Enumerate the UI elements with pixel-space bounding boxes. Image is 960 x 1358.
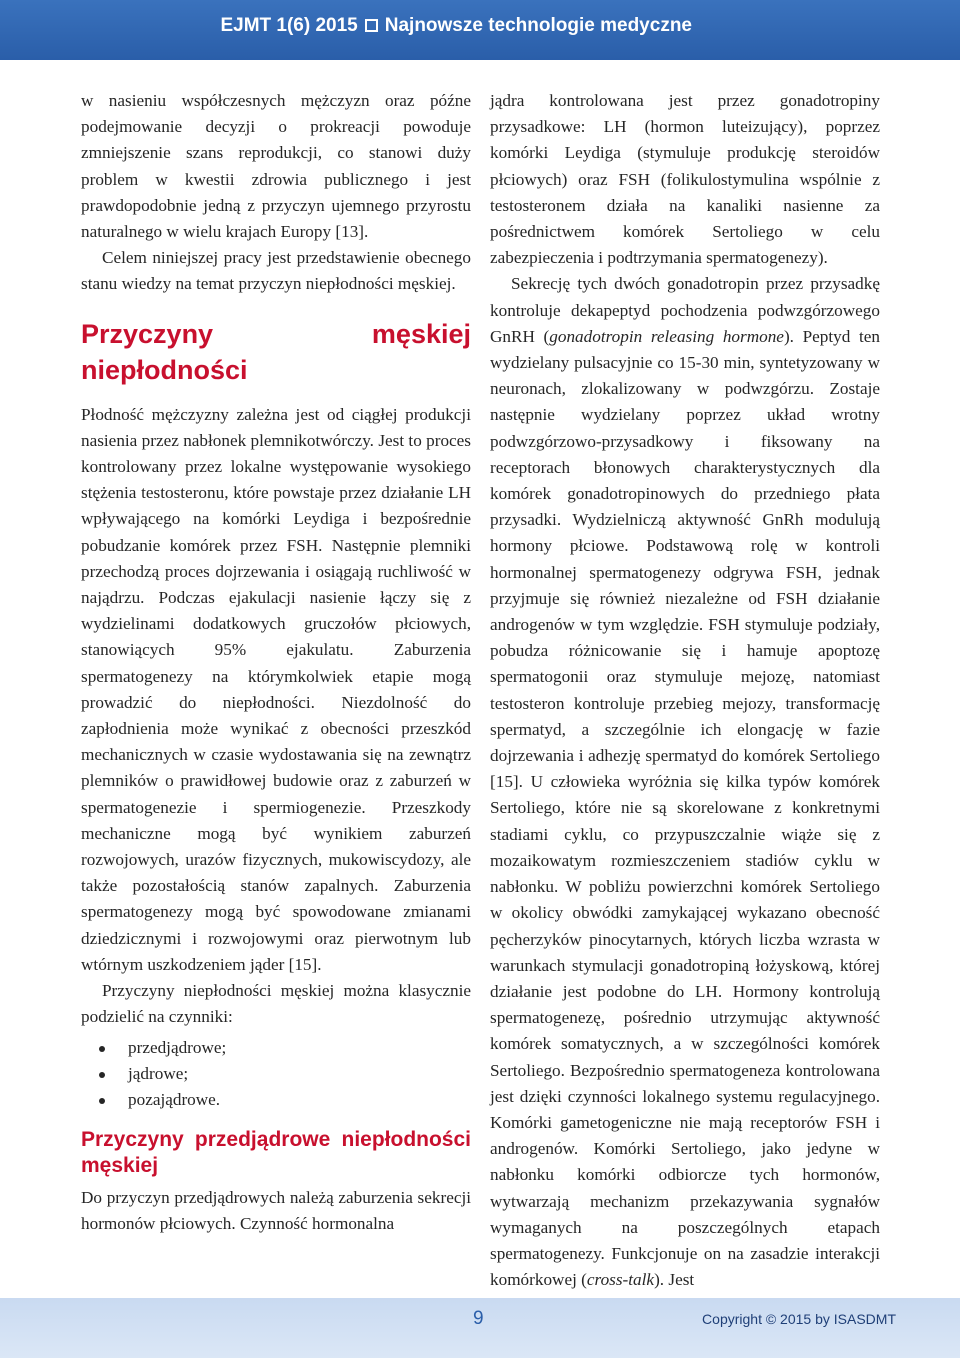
italic-term: gonadotropin releasing hormone [549,326,784,346]
paragraph: Przyczyny niepłodności męskiej można klasycznie podzielić na czynniki: [81,981,471,1027]
text-run: Sekrecję tych dwóch gonadotropin przez przysadkę kontroluje dekapeptyd pochodzenia podwzgórzowego GnRH ( [490,274,880,346]
left-column [81,88,471,1238]
paragraph: w nasieniu współczesnych mężczyzn oraz późne podejmowanie decyzji o prokreacji powoduje zmniejszenie szans reprodukcji, co stanowi duży problem w kwestii zdrowia publicznego i jest prawdopodobnie jedną z przyczyn ujemnego przyrostu naturalnego w wielu krajach Europy [13]. [81,91,471,242]
journal-section: Najnowsze technologie medyczne [384,15,692,36]
paragraph: Celem niniejszej pracy jest przedstawienie obecnego stanu wiedzy na temat przyczyn niepłodności męskiej. [81,248,471,294]
list-item [81,1061,471,1087]
section-heading: Przyczyny przedjądrowe niepłodności męskiej [81,1128,471,1178]
section-heading: Przyczyny męskiej niepłodności [81,318,471,385]
journal-title: EJMT 1(6) 2015 [220,15,358,36]
list-item [81,1035,471,1061]
page-footer [0,1298,960,1358]
journal-header-text [220,15,692,37]
text-run: ). Jest [654,1270,695,1290]
list-item-text: pozajądrowe. [128,1089,221,1109]
text-run: ). Peptyd ten wydzielany pulsacyjnie co 15-30 min, syntetyzowany w neuronach, zlokalizowany w podwzgórzu. Zostaje następnie wydzielany poprzez układ wrotny podwzgórzowo-przysadkowy i fiksowany na receptorach błonowych charakterystycznych dla komórek gonadotropinowych do przedniego płata przysadki. Wydzielniczą aktywność GnRh modulują hormony płciowe. Podstawową rolę w kontroli hormonalnej spermatogenezy odgrywa FSH, jednak przyjmuje się również niezależne od FSH działanie androgenów w tym względzie. FSH stymuluje podziały, pobudza różnicowanie się i hamuje apoptozę spermatogonii oraz stymuluje mejozę, natomiast testosteron kontroluje przebieg mejozy, transformację spermatyd, a szczególnie ich elongację w fazie dojrzewania i adhezję spermatyd do komórek Sertoliego [15]. U człowieka wyróżnia się kilka typów komórek Sertoliego, które nie są skorelowane z konkretnymi stadiami cyklu, co przypuszczalnie wiąże się z mozaikowatym rozmieszczeniem stadiów cyklu w nabłonku. W pobliżu powierzchni komórek Sertoliego w okolicy obwódki zamykającej wykazano obecność pęcherzyków pinocytarnych, których liczba wzrasta w warunkach stymulacji gonadotropiną łożyskową, której działanie jest podobne do LH. Hormony kontrolują spermatogenezę, pośrednio utrzymując aktywność komórek somatycznych, a w szczególności komórek Sertoliego. Bezpośrednio spermatogeneza kontrolowana jest dzięki czynności lokalnego systemu regulacyjnego. Komórki gametogeniczne nie mają receptorów FSH i androgenów. Komórki Sertoliego, jako jedyne w nabłonku komórki odbiorcze tych hormonów, wytwarzają mechanizm przekazywania sygnałów wymaganych na poszczególnych etapach spermatogenezy. Funkcjonuje on na zasadzie interakcji komórkowej ( [490,326,880,1290]
paragraph: Do przyczyn przedjądrowych należą zaburzenia sekrecji hormonów płciowych. Czynność hormonalna [81,1188,471,1234]
journal-header-bar [0,0,960,60]
copyright-notice: Copyright © 2015 by ISASDMT [702,1311,896,1327]
list-item [81,1087,471,1113]
bullet-icon [99,1098,105,1104]
bullet-list [81,1035,471,1114]
list-item-text: przedjądrowe; [128,1037,227,1057]
page-number: 9 [473,1308,484,1329]
bullet-icon [99,1072,105,1078]
bullet-icon [99,1046,105,1052]
list-item-text: jądrowe; [128,1063,189,1083]
paragraph [490,271,880,1293]
right-column [490,88,880,1293]
italic-term: cross-talk [586,1270,655,1290]
square-bullet-icon [365,19,378,32]
paragraph: Płodność mężczyzny zależna jest od ciągłej produkcji nasienia przez nabłonek plemnikotwórczy. Jest to proces kontrolowany przez lokalne występowanie wysokiego stężenia testosteronu, które powstaje przez działanie LH wpływającego na komórki Leydiga i bezpośrednie pobudzanie komórek przez FSH. Następnie plemniki przechodzą proces dojrzewania i osiągają ruchliwość w najądrzu. Podczas ejakulacji nasienie łączy się z wydzielinami dodatkowych gruczołów płciowych, stanowiących 95% ejakulatu. Zaburzenia spermatogenezy na którymkolwiek etapie mogą prowadzić do niepłodności. Niezdolność do zapłodnienia może wynikać z obecności przeszkód mechanicznych w czasie wydostawania się na zewnątrz plemników o prawidłowej budowie oraz z zaburzeń w spermatogenezie i spermiogenezie. Przeszkody mechaniczne mogą być wynikiem zaburzeń rozwojowych, urazów fizycznych, mukowiscydozy, ale także pozostałością stanów zapalnych. Zaburzenia spermatogenezy mogą być spowodowane zmianami dziedzicznymi i rozwojowymi oraz pierwotnym lub wtórnym uszkodzeniem jąder [15]. [81,404,471,974]
paragraph: jądra kontrolowana jest przez gonadotropiny przysadkowe: LH (hormon luteizujący), poprzez komórki Leydiga (stymuluje produkcję steroidów płciowych) oraz FSH (folikulostymulina wspólnie z testosteronem działa na kanaliki nasienne za pośrednictwem komórek Sertoliego w celu zabezpieczenia i podtrzymania spermatogenezy). [490,91,880,268]
